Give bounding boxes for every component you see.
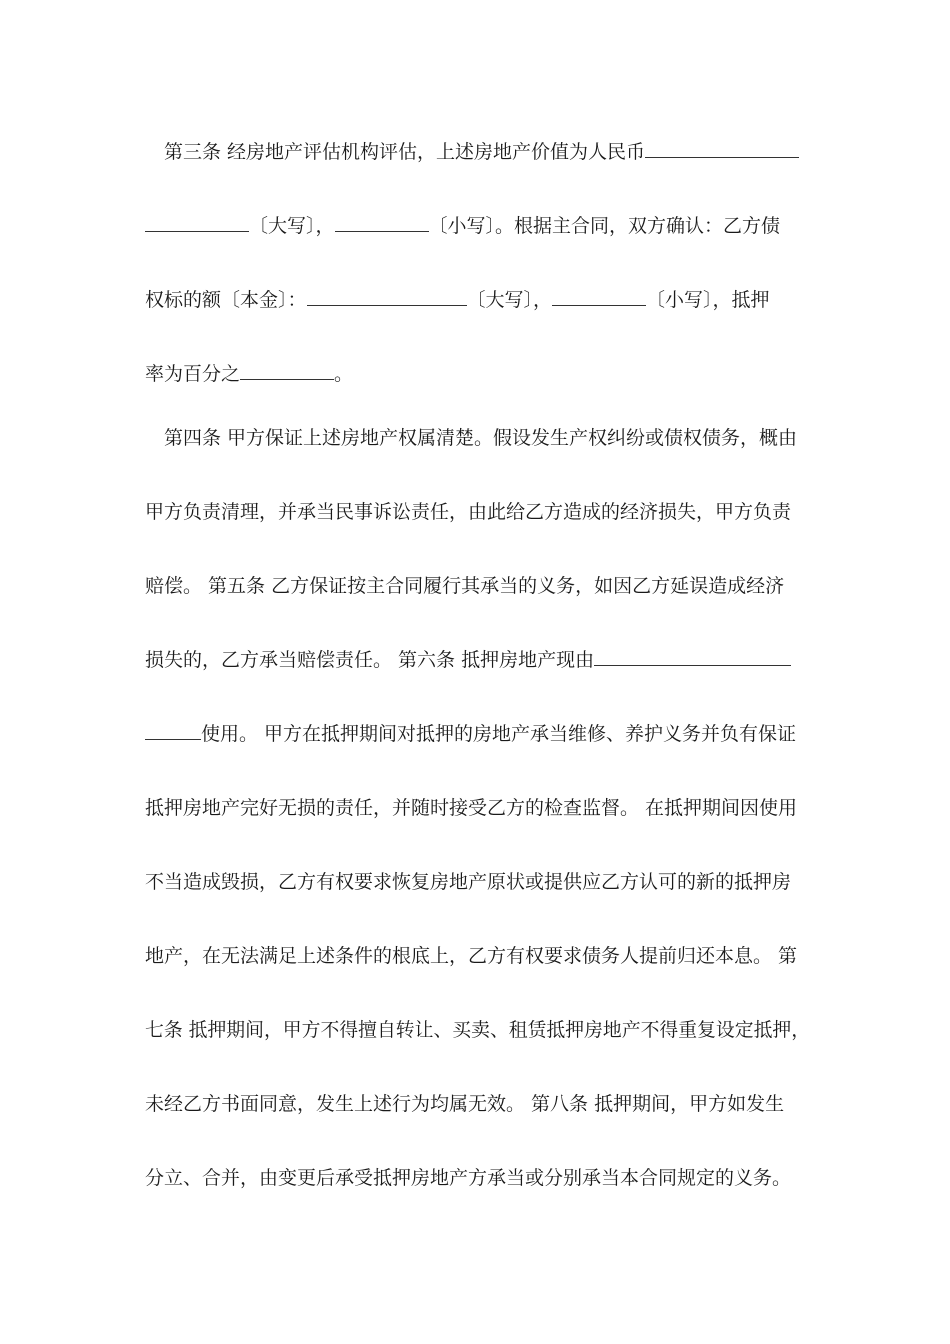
clause-6-line-1 [145,647,810,673]
blank-field-mortgage-rate [240,361,334,380]
text-segment: 权标的额〔本金〕： [145,289,307,311]
clause-6-line-2 [145,721,810,747]
blank-field-principal-uppercase [307,287,467,306]
blank-field-user-continued [145,721,201,740]
clause-6-line-3 [145,795,810,821]
blank-field-user [594,647,791,666]
blank-field-principal-lowercase [552,287,646,306]
text-segment: 甲方负责清理，并承当民事诉讼责任，由此给乙方造成的经济损失，甲方负责 [145,501,792,523]
text-segment: 未经乙方书面同意，发生上述行为均属无效。 第八条 抵押期间，甲方如发生 [145,1093,785,1115]
blank-field-value-uppercase [145,213,249,232]
text-segment: 〔大写〕， [249,215,335,237]
clause-3-line-2 [145,213,810,239]
text-segment: 第四条 甲方保证上述房地产权属清楚。假设发生产权纠纷或债权债务，概由 [145,427,798,449]
clause-7-line-1 [145,1017,810,1043]
text-segment: 抵押房地产完好无损的责任，并随时接受乙方的检查监督。 在抵押期间因使用 [145,797,798,819]
blank-field-value-total [645,139,799,158]
text-segment: 损失的，乙方承当赔偿责任。 第六条 抵押房地产现由 [145,649,595,671]
clause-4-line-1 [145,425,810,451]
text-segment: 分立、合并，由变更后承受抵押房地产方承当或分别承当本合同规定的义务。 [145,1167,792,1189]
text-segment: 使用。 甲方在抵押期间对抵押的房地产承当维修、养护义务并负有保证 [201,723,797,745]
text-segment: 。 [334,363,354,385]
text-segment: 〔小写〕，抵押 [646,289,770,311]
clause-4-line-2 [145,499,810,525]
text-segment: 〔小写〕。根据主合同，双方确认：乙方债 [428,215,781,237]
clause-3-line-3 [145,287,810,313]
clause-3-line-4 [145,361,810,387]
text-segment: 率为百分之 [145,363,241,385]
clause-6-line-5 [145,943,810,969]
clause-6-line-4 [145,869,810,895]
clause-3-line-1 [145,139,810,165]
text-segment: 赔偿。 第五条 乙方保证按主合同履行其承当的义务，如因乙方延误造成经济 [145,575,785,597]
text-segment: 第三条 经房地产评估机构评估，上述房地产价值为人民币 [145,141,646,163]
clause-7-line-2 [145,1091,810,1117]
clause-8-line-1 [145,1165,810,1191]
clause-5-line-1 [145,573,810,599]
text-segment: 七条 抵押期间，甲方不得擅自转让、买卖、租赁抵押房地产不得重复设定抵押， [145,1019,811,1041]
text-segment: 地产，在无法满足上述条件的根底上，乙方有权要求债务人提前归还本息。 第 [145,945,798,967]
text-segment: 〔大写〕， [466,289,553,311]
text-segment: 不当造成毁损，乙方有权要求恢复房地产原状或提供应乙方认可的新的抵押房 [145,871,792,893]
blank-field-value-lowercase [335,213,429,232]
